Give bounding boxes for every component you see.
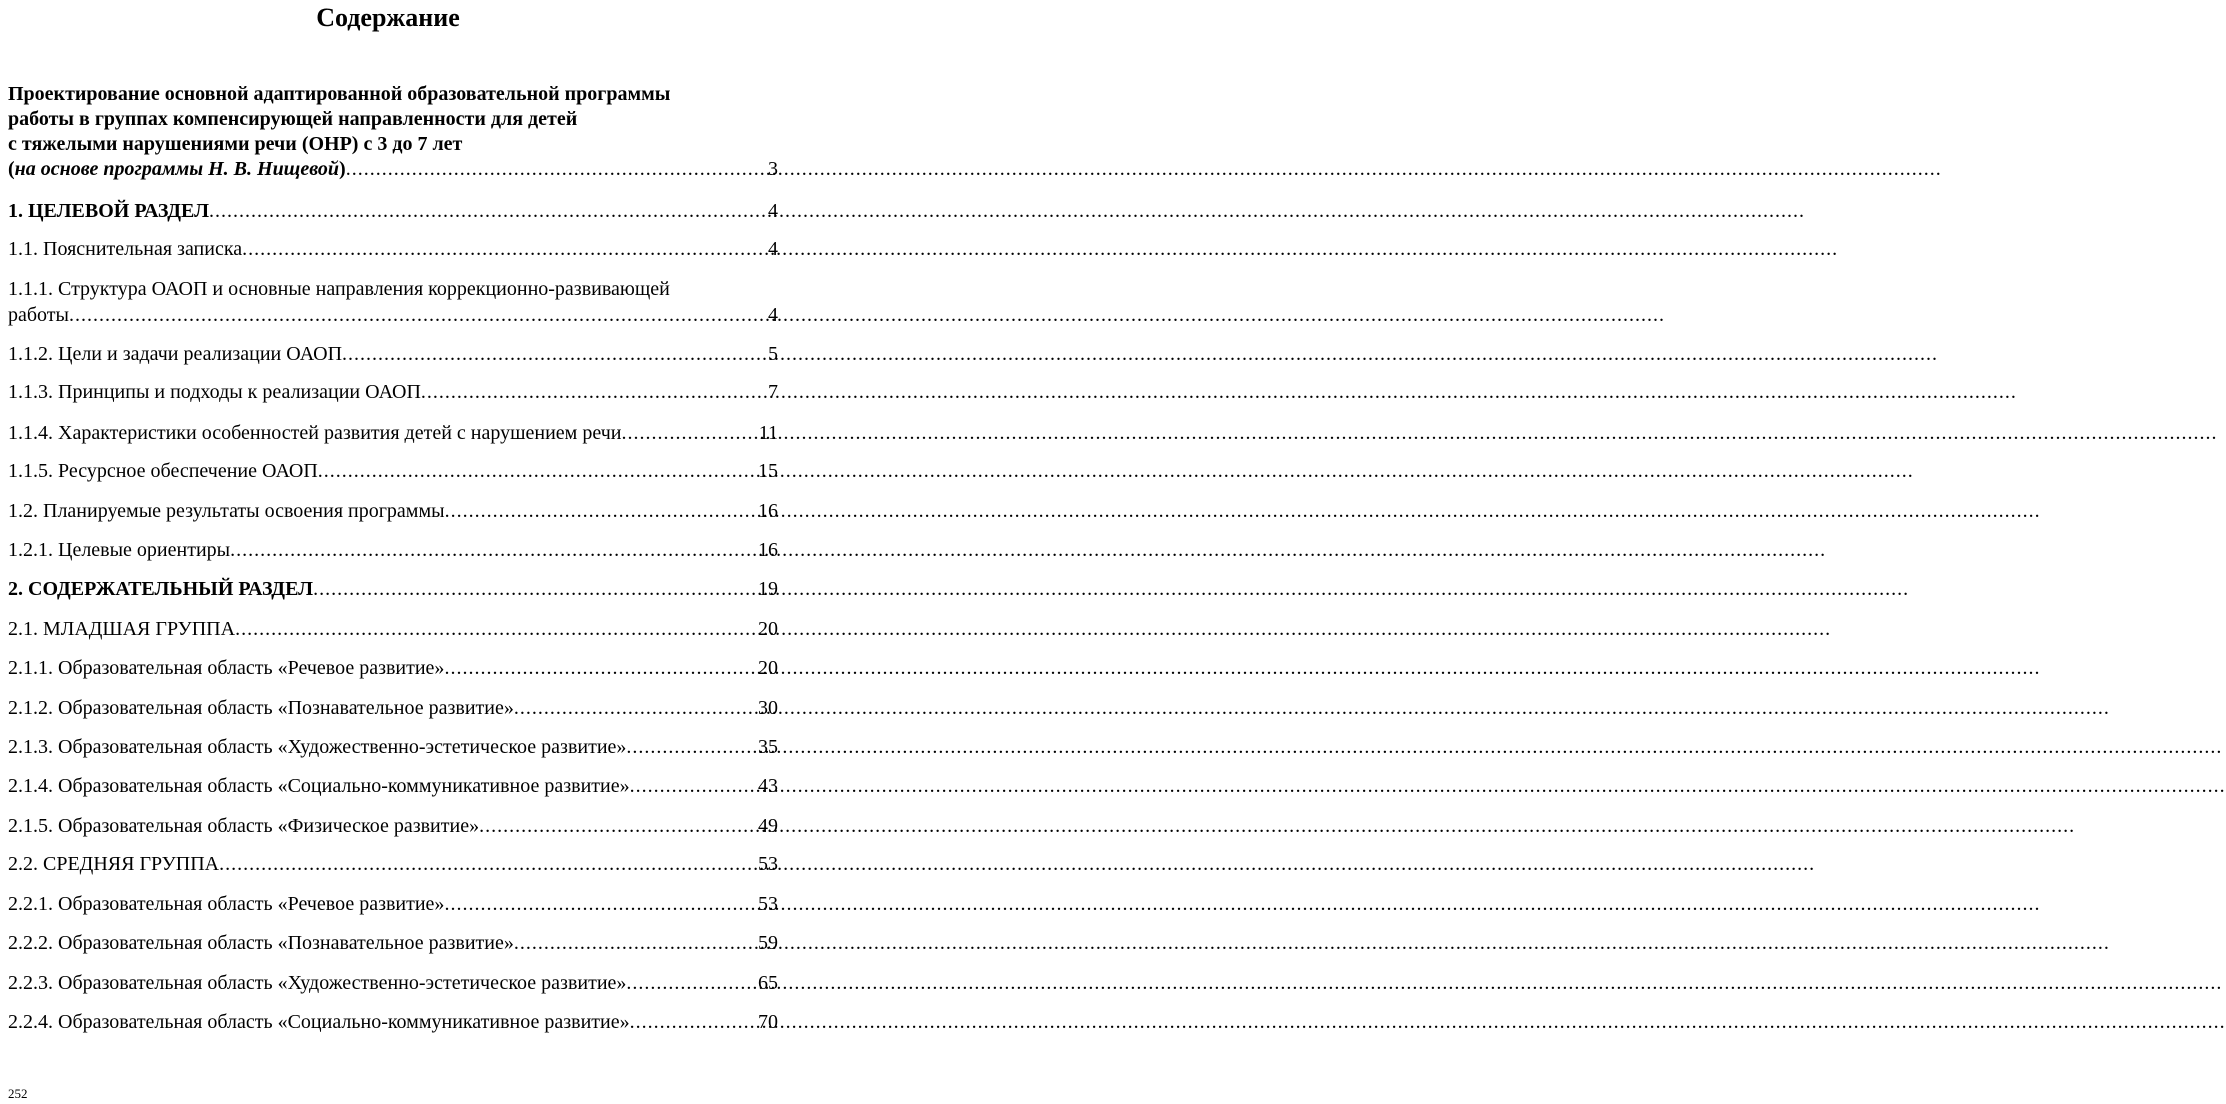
- toc-entry[interactable]: [8, 498, 778, 524]
- dot-leader: [626, 970, 758, 996]
- dot-leader: [444, 891, 758, 917]
- intro-close-paren: ): [339, 158, 346, 180]
- toc-entry-label: 1.1.2. Цели и задачи реализации ОАОП: [8, 343, 343, 365]
- toc-entry[interactable]: [8, 616, 778, 642]
- toc-entry[interactable]: [8, 813, 778, 839]
- toc-entry-label: 2.2.3. Образовательная область «Художественно-эстетическое развитие»: [8, 972, 627, 994]
- toc-page-number: 5: [768, 343, 778, 365]
- dot-leader: [421, 379, 768, 405]
- toc-entry[interactable]: [8, 655, 778, 681]
- page-folio-number: 252: [8, 1086, 28, 1101]
- toc-entry-label: 2.1.3. Образовательная область «Художественно-эстетическое развитие»: [8, 736, 627, 758]
- intro-basis-label: [8, 157, 346, 182]
- toc-page-number: 53: [758, 853, 778, 875]
- toc-entry-label: 2.1. МЛАДШАЯ ГРУППА: [8, 618, 236, 640]
- dot-leader: [69, 302, 768, 328]
- dot-leader: [630, 773, 758, 799]
- toc-page-number: 19: [758, 578, 778, 600]
- dot-leader: [514, 695, 758, 721]
- dot-leader: [514, 930, 758, 956]
- dot-leader: [209, 198, 768, 224]
- toc-entry[interactable]: [8, 734, 778, 760]
- toc-entry[interactable]: [8, 695, 778, 721]
- toc-entry[interactable]: [8, 970, 778, 996]
- dot-leader: [235, 616, 758, 642]
- toc-intro-entry[interactable]: [8, 82, 778, 182]
- dot-leader: [230, 537, 758, 563]
- toc-page-number: 4: [768, 238, 778, 260]
- dot-leader: [444, 655, 758, 681]
- toc-page-number: 4: [768, 200, 778, 222]
- dot-leader: [318, 458, 758, 484]
- toc-entry-label: 2.1.1. Образовательная область «Речевое развитие»: [8, 657, 445, 679]
- toc-entry[interactable]: [8, 773, 778, 799]
- toc-entry-label: 2.1.4. Образовательная область «Социально-коммуникативное развитие»: [8, 775, 630, 797]
- toc-page-number: 3: [768, 158, 778, 180]
- toc-page-number: 70: [758, 1011, 778, 1033]
- toc-entry-label: 1. ЦЕЛЕВОЙ РАЗДЕЛ: [8, 200, 210, 222]
- dot-leader: [342, 341, 768, 367]
- intro-line-2: работы в группах компенсирующей направленности для детей: [8, 108, 578, 130]
- dot-leader: [346, 157, 768, 182]
- toc-entry[interactable]: [8, 537, 778, 563]
- toc-entry-label: 2.2.4. Образовательная область «Социально-коммуникативное развитие»: [8, 1011, 630, 1033]
- toc-entry-label: 1.1.4. Характеристики особенностей развития детей с нарушением речи: [8, 422, 622, 444]
- intro-open-paren: (: [8, 158, 15, 180]
- dot-leader: [242, 236, 768, 262]
- toc-entry[interactable]: [8, 341, 778, 367]
- dot-leader: [445, 498, 758, 524]
- intro-line-4: [8, 157, 778, 182]
- toc-entry[interactable]: [8, 379, 778, 405]
- toc-page-number: 4: [768, 304, 778, 326]
- toc-page-number: 20: [758, 618, 778, 640]
- toc-entry-label: 1.1.3. Принципы и подходы к реализации ОАОП: [8, 381, 421, 403]
- toc-entry[interactable]: [8, 891, 778, 917]
- intro-line-1: Проектирование основной адаптированной образовательной программы: [8, 83, 671, 105]
- toc-entry[interactable]: [8, 458, 778, 484]
- toc-entry-label: 2.2. СРЕДНЯЯ ГРУППА: [8, 853, 220, 875]
- toc-entry-label: 2. СОДЕРЖАТЕЛЬНЫЙ РАЗДЕЛ: [8, 578, 314, 600]
- toc-entry-label: 1.2. Планируемые результаты освоения программы: [8, 500, 445, 522]
- toc-entry[interactable]: [8, 1009, 778, 1035]
- toc-entry-label: 1.1.1. Структура ОАОП и основные направления коррекционно-развивающей: [8, 278, 670, 300]
- toc-page-number: 65: [758, 972, 778, 994]
- dot-leader: [626, 734, 758, 760]
- dot-leader: [219, 851, 758, 877]
- dot-leader: [621, 420, 758, 446]
- toc-page-number: 59: [758, 932, 778, 954]
- toc-page-number: 11: [758, 422, 778, 444]
- toc-entry-label: 2.1.2. Образовательная область «Познавательное развитие»: [8, 697, 514, 719]
- toc-entry[interactable]: [8, 930, 778, 956]
- toc-page-number: 16: [758, 500, 778, 522]
- page-title: Содержание: [316, 3, 460, 32]
- toc-entry[interactable]: [8, 851, 778, 877]
- toc-entry-label: 2.1.5. Образовательная область «Физическое развитие»: [8, 815, 480, 837]
- toc-entry-label: 2.2.1. Образовательная область «Речевое развитие»: [8, 893, 445, 915]
- toc-entry-label: 1.2.1. Целевые ориентиры: [8, 539, 231, 561]
- toc-entry[interactable]: [8, 198, 778, 224]
- toc-entry[interactable]: [8, 236, 778, 262]
- dot-leader: [630, 1009, 758, 1035]
- toc-page-number: 30: [758, 697, 778, 719]
- intro-basis-text: на основе программы Н. В. Нищевой: [14, 158, 340, 180]
- toc-page-number: 49: [758, 815, 778, 837]
- toc-page-number: 7: [768, 381, 778, 403]
- toc-entry[interactable]: [8, 276, 778, 328]
- dot-leader: [479, 813, 758, 839]
- toc-entry-label: 1.1.5. Ресурсное обеспечение ОАОП: [8, 460, 318, 482]
- intro-line-3: с тяжелыми нарушениями речи (ОНР) с 3 до 7 лет: [8, 133, 463, 155]
- toc-entry-label: 2.2.2. Образовательная область «Познавательное развитие»: [8, 932, 514, 954]
- toc-entry-continuation: [8, 302, 778, 328]
- dot-leader: [313, 576, 758, 602]
- toc-entry[interactable]: [8, 576, 778, 602]
- toc-page-number: 16: [758, 539, 778, 561]
- toc-page-number: 20: [758, 657, 778, 679]
- toc-entry[interactable]: [8, 420, 778, 446]
- toc-entry-label-continued: работы: [8, 304, 69, 326]
- toc-page-number: 43: [758, 775, 778, 797]
- toc-entry-label: 1.1. Пояснительная записка: [8, 238, 243, 260]
- toc-page-number: 15: [758, 460, 778, 482]
- toc-page-number: 53: [758, 893, 778, 915]
- toc-page-number: 35: [758, 736, 778, 758]
